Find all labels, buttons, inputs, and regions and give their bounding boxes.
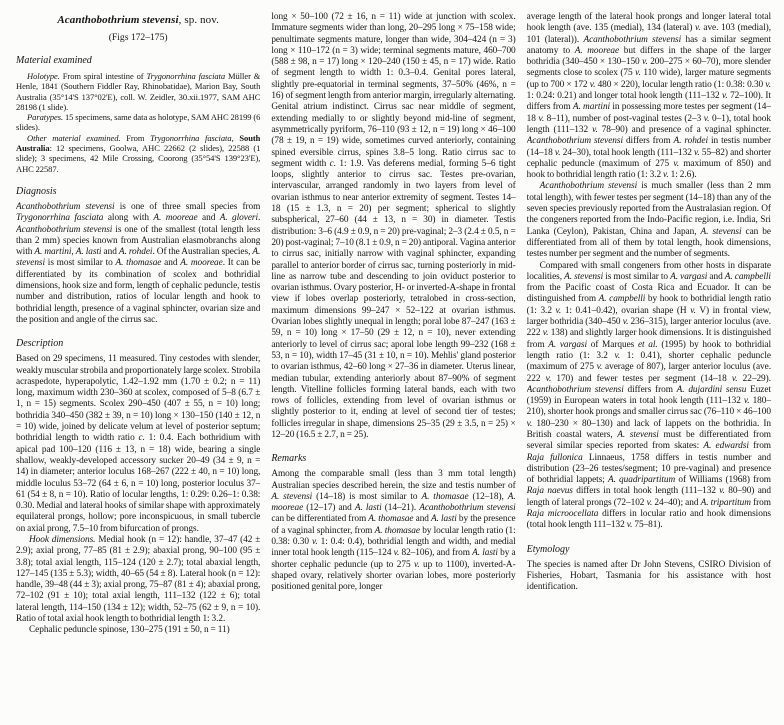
paragraph-holotype: Holotype. From spiral intestine of Trygonorrhina fasciata Müller & Henle, 1841 (Southern Fiddler Ray, Rhinobatidae), Marion Bay, South Australia (35°14'S 137°02'E), coll. W. Zeidler, 30.xii.1977, SAM AHC 28198 (1 slide). [16,71,261,112]
styled-text-run: v. [663,170,669,181]
styled-text-run: v. [542,328,549,339]
styled-text-run: A. martini [572,102,611,113]
styled-text-run: v. [703,113,710,124]
styled-text-run: v. [719,486,725,497]
styled-text-run: A. vargasi [548,339,588,350]
styled-text-run: v. [765,79,771,90]
styled-text-run: v. [554,147,561,158]
styled-text-run: A. stevensi [271,491,313,502]
styled-text-run: South Australia [16,132,261,154]
section-heading-description: Description [16,338,64,350]
styled-text-run: A. lasti [431,514,457,525]
styled-text-run: Trygonorrhina fasciata [16,213,104,224]
styled-text-run: A. quadripartitum [607,475,676,486]
styled-text-run: v. [622,317,629,328]
paragraph-description-continued: long × 50–100 (72 ± 16, n = 11) wide at junction with scolex. Immature segments wider than long, 20–295 long × 75–158 wide; penultimate segments mature, longer than wide, 304–424 (n = 3) long × 110–172 (n = 3) wide; terminal segments mature, 460–700 (588 ± 98, n = 17) long × 120–240 (150 ± 45, n = 17) wide. Ratio of segment length to width 1: 0.3–0.4. Genital pores lateral, slightly pre-equatorial in terminal segments, 37–50% (46%, n = 16) of segment length from anterior margin, irregularly alternating. Genital atrium indistinct. Cirrus sac near middle of segment, extending medially to or slightly beyond mid-line of segment, asymmetrically pyriform, 76–110 (93 ± 12, n = 19) long × 46–100 (78 ± 19, n = 19) wide, sometimes curved anteriorly, containing spined eversible cirrus, spines 3.8–5 long. Ratio cirrus sac to segment width c. 1: 1.9. Vas deferens medial, forming 5–6 tight loops, slightly anterior to cirrus sac. Testes pre-ovarian, intervascular, arranged randomly in two layers from level of ovarian isthmus to near anterior extremity of segment. Testes 14–18 (15 ± 1.3, n = 20) per segment; spherical to slightly subspherical, 27–60 (44 ± 13, n = 30) in diameter. Testis distribution: 3–6 (4.9 ± 0.9, n = 20) pre-vaginal; 2–3 (2.4 ± 0.5, n = 20) post-vaginal; 7–10 (8.1 ± 0.9, n = 20) antiporal. Vagina anterior to cirrus sac, initially narrow with vaginal sphincter, expanding parallel to anterior border of cirrus sac, turning posteriorly in mid-line as narrow tube and descending to join oviduct posterior to ovarian isthmus. Ovary posterior, H- or inverted-A-shape in frontal view if lobes overlap posteriorly, tetralobed in cross-section, maximum dimensions 99–247 × 52–122 at ovarian isthmus. Ovarian lobes slightly unequal in length; poral lobe 87–247 (163 ± 59, n = 10) long × 17–50 (29 ± 12, n = 10), never extending anteriorly to level of cirrus sac; aporal lobe length 99–232 (168 ± 53, n = 10), width 17–45 (31 ± 10, n = 10). Mehlis' gland posterior to ovarian isthmus, 42–60 long × 27–36 in diameter. Uterus linear, median tubular, extending anteriorly about 87–90% of segment length. Vitelline follicles forming lateral bands, each with two rows of follicles, extending from level of ovarian isthmus or slightly posterior to it, ending at level of second tier of testes; follicles irregular in shape, dimensions 25–35 (29 ± 3.5, n = 25) × 12–20 (16.5 ± 2.7, n = 25). [271,12,516,440]
styled-text-run: Acanthobothrium stevensi [57,14,179,26]
column-2 [271,12,515,717]
styled-text-run: v. [413,559,420,570]
styled-text-run: v. [311,537,318,548]
styled-text-run: A. tripartitum [700,497,751,508]
styled-text-run: v. [555,305,562,316]
styled-text-run: A. thomasae [368,514,414,525]
styled-text-run: Trygonorrhina fasciata [146,71,226,81]
styled-text-run: Raja microocellata [526,509,599,520]
styled-text-run: A. edwardsi [703,441,749,452]
column-3 [527,12,771,717]
styled-text-run: Hook dimensions. [29,534,96,545]
paragraph-remarks-3: Compared with small congeners from other hosts in disparate localities, A. stevensi is most similar to A. vargasi and A. campbelli from the Pacific coast of Costa Rica and Ecuador. It can be distinguished from A. campbelli by hook to bothridial length ratio (1: 3.2 v. 1: 0.41–0.42), ovarian shape (H v. V) in frontal view, larger bothridia (340–450 v. 236–315), larger anterior loculus (ave. 222 v. 138) and slightly larger hook dimensions. It is distinguished from A. vargasi of Marques et al. (1995) by hook to bothridial length ratio (1: 3.2 v. 1: 0.41), shorter cephalic peduncle (maximum of 275 v. average of 807), larger anterior loculus (ave. 222 v. 170) and fewer testes per segment (14–18 v. 22–29). Acanthobothrium stevensi differs from A. dujardini sensu Euzet (1959) in European waters in total hook length (111–132 v. 180–210), shorter hook prongs and smaller cirrus sac (76–110 × 46–100 v. 180–230 × 80–130) and lack of lappets on the bothridia. In British coastal waters, A. stevensi must be differentiated from several similar species reported from skates: A. edwardsi from Raja fullonica Linnaeus, 1758 differs in testis number and distribution (23–26 testes/segment; 10 pre-vaginal) and presence of bothridial lappets; A. quadripartitum of Williams (1968) from Raja naevus differs in total hook length (111–132 v. 80–90) and length of lateral prongs (72–102 v. 24–40); and A. tripartitum from Raja microocellata differs in locular ratio and hook dimensions (total hook length 111–132 v. 75–81). [526,260,771,531]
paragraph-remarks-1-continued: average length of the lateral hook prongs and longer lateral total hook length (ave. 135 (medial), 134 (lateral) v. ave. 103 (medial), 101 (lateral)). Acanthobothrium stevensi has a similar segment anatomy to A. mooreae but differs in the shape of the larger bothridia (340–450 × 130–150 v. 200–275 × 60–70), more slender segments close to scolex (75 v. 110 wide), larger mature segments (up to 700 × 172 v. 480 × 220), locular length ratio (1: 0.38: 0.30 v. 1: 0.24: 0.21) and longer total hook length (111–132 v. 72–100). It differs from A. martini in possessing more testes per segment (14–18 v. 8–11), number of post-vaginal testes (2–3 v. 0–1), total hook length (111–132 v. 78–90) and presence of a vaginal sphincter. Acanthobothrium stevensi differs from A. rohdei in testis number (14–18 v. 24–30), total hook length (111–132 v. 55–82) and shorter cephalic peduncle (maximum of 275 v. maximum of 850) and hook to bothridial length ratio (1: 3.2 v. 1: 2.6). [526,12,771,181]
section-heading-etymology: Etymology [526,543,570,555]
styled-text-run: A. mooreae [574,45,620,56]
styled-text-run: v. [635,68,641,79]
styled-text-run: Raja fullonica [526,452,583,463]
section-heading-diagnosis: Diagnosis [16,185,57,197]
styled-text-run: A. gloveri [219,213,259,224]
styled-text-run: A. mooreae [153,213,198,224]
styled-text-run: Trygonorrhina fasciata [150,132,232,143]
paragraph-cephalic-peduncle: Cephalic peduncle spinose, 130–275 (191 ± 50, n = 11) [29,625,230,636]
column-1 [16,12,260,717]
styled-text-run: A. thomasae [115,258,162,269]
styled-text-run: v. [743,396,750,407]
styled-text-run: v. [589,79,596,90]
styled-text-run: v. [694,147,700,158]
paragraph-other-material: Other material examined. From Trygonorrhina fasciata, South Australia: 12 specimens, Goolwa, AHC 22662 (2 slides), 22588 (1 slide); 3 specimens, 42 Mile Crossing, Coorong (35°54'S 139°23'E), AHC 22587. [16,132,261,174]
styled-text-run: v. [694,23,701,34]
styled-text-run: Acanthobothrium stevensi [16,224,113,235]
styled-text-run: Raja naevus [526,486,573,497]
styled-text-run: A. stevensi [617,429,659,440]
styled-text-run: A. vargasi [670,271,708,282]
styled-text-run: v. [722,91,728,102]
styled-text-run: A. thomasae [421,491,469,502]
styled-text-run: v. [626,520,633,531]
styled-text-run: Paratypes. [27,112,64,123]
styled-text-run: A. stevensi [564,271,604,282]
styled-text-run: A. dujardini [676,384,723,395]
styled-text-run: A. mooreae [180,258,223,269]
styled-text-run: v. [545,373,552,384]
styled-text-run: v. [673,158,679,169]
section-heading-remarks: Remarks [271,453,307,465]
styled-text-run: c. [329,158,337,169]
section-heading-material-examined: Material examined [16,55,92,66]
styled-text-run: A. campbelli [598,294,646,305]
paragraph-etymology: The species is named after Dr John Stevens, CSIRO Division of Fisheries, Hobart, Tasmania for his assistance with host identification. [526,559,771,593]
styled-text-run: v. [538,113,545,124]
styled-text-run: A. lasti [472,548,498,559]
styled-text-run: A. rohdei [673,136,709,147]
styled-text-run: Acanthobothrium stevensi [16,201,115,212]
styled-text-run: c. [138,433,145,444]
styled-text-run: v. [642,57,648,68]
styled-text-run: A. mooreae [271,491,516,514]
styled-text-run: A. stevensi [16,247,261,269]
styled-text-run: v. [526,418,533,429]
styled-text-run: A. martini [34,247,72,258]
styled-text-run: Other material examined. [27,132,121,143]
styled-text-run: A. thomasae [374,525,420,536]
styled-text-run: v. [596,362,603,373]
styled-text-run: Holotype. [27,71,60,81]
styled-text-run: v. [690,305,696,316]
article-title: Acanthobothrium stevensi, sp. nov. [57,14,219,26]
styled-text-run: v. [614,350,621,361]
styled-text-run: A. stevensi [700,226,742,237]
styled-text-run: A. lasti [354,503,382,514]
styled-text-run: Acanthobothrium stevensi [526,384,624,395]
styled-text-run: A. campbelli [724,271,771,282]
styled-text-run: v. [646,497,653,508]
styled-text-run: A. lasti [75,247,102,258]
styled-text-run: sensu [725,384,747,395]
paragraph-remarks-1: Among the comparable small (less than 3 mm total length) Australian species described herein, the size and testis number of A. stevensi (14–18) is most similar to A. thomasae (12–18), A. mooreae (12–17) and A. lasti (14–21). Acanthobothrium stevensi can be differentiated from A. thomasae and A. lasti by the presence of a vaginal sphincter, from A. thomasae by locular length ratio (1: 0.38: 0.30 v. 1: 0.4: 0.4), bothridial length and width, and medial inner total hook length (115–124 v. 82–106), and from A. lasti by a shorter cephalic peduncle (up to 275 v. up to 1100), inverted-A-shaped ovary, relatively shorter ovarian lobes, more posteriorly positioned genital pore, longer [271,469,516,593]
paragraph-diagnosis: Acanthobothrium stevensi is one of three small species from Trygonorrhina fasciata along with A. mooreae and A. gloveri. Acanthobothrium stevensi is one of the smallest (total length less than 2 mm) species known from Australian elasmobranchs along with A. martini, A. lasti and A. rohdei. Of the Australian species, A. stevensi is most similar to A. thomasae and A. mooreae. It can be differentiated by its combination of scolex and bothridial dimensions, hook size and form, length of cephalic peduncle, testis number and distribution, ratios of locular length and hook to bothridial length, presence of a vaginal sphincter, ovarian size and the position and angle of the cirrus sac. [16,201,261,325]
paragraph-description: Based on 29 specimens, 11 measured. Tiny cestodes with slender, weakly muscular strobila and proportionately large scolex. Strobila acraspedote, hyperapolytic, 1.42–1.92 mm (1.70 ± 0.2; n = 11) long, maximum width 230–360 at scolex, composed of 5–8 (6.7 ± 1, n = 15) segments. Scolex 290–450 (407 ± 55, n = 10) long; bothridia 340–450 (382 ± 39, n = 10) long × 130–150 (140 ± 12, n = 10) wide, joined by delicate velum at level of posterior septum; bothridial length to width ratio c. 1: 0.4. Each bothridium with apical pad 100–120 (116 ± 13, n = 18) wide, bearing a single shallow, weakly-developed accessory sucker 20–49 (34 ± 9, n = 14) in diameter; anterior loculus 168–267 (222 ± 40, n = 10) long, middle loculus 53–72 (64 ± 6, n = 10) long, posterior loculus 37–61 (54 ± 8, n = 10). Ratio of locular lengths, 1: 0.29: 0.26–1: 0.38: 0.30. Medial and lateral hooks of similar shape with approximately equilateral prongs, hollow; pore inconspicuous, in small tubercle on axial prong, 7.5–10 from bifurcation of prongs. [16,354,261,534]
paragraph-remarks-2: Acanthobothrium stevensi is much smaller (less than 2 mm total length), with fewer testes per segment (14–18) than any of the seven species previously reported from the Australasian region. Of the congeners reported from the Indo-Pacific region, i.e. India, Sri Lanka (Ceylon), Pakistan, China and Japan, A. stevensi can be differentiated from all of them by total length, hook dimensions, testes number per segment and the number of segments. [526,181,771,260]
styled-text-run: v. [393,548,400,559]
figure-reference: (Figs 172–175) [108,32,168,43]
styled-text-run: Acanthobothrium stevensi [539,181,638,192]
styled-text-run: v. [731,373,738,384]
styled-text-run: Acanthobothrium stevensi [583,34,682,45]
styled-text-run: et al. [637,339,658,350]
paragraph-paratypes: Paratypes. 15 specimens, same data as holotype, SAM AHC 28199 (6 slides). [16,112,261,133]
styled-text-run: v. [592,124,598,135]
styled-text-run: Acanthobothrium stevensi [526,136,623,147]
styled-text-run: A. rohdei [118,247,153,258]
styled-text-run: Acanthobothrium stevensi [419,503,516,514]
paragraph-hook-dimensions: Hook dimensions. Medial hook (n = 12): handle, 37–47 (42 ± 2.9); axial prong, 77–85 (81 ± 2.9); abaxial prong, 90–100 (95 ± 3.8); total axial length, 115–124 (120 ± 2.7); total abaxial length, 127–145 (135 ± 5.3); width, 40–65 (54 ± 8). Lateral hook (n = 12): handle, 39–48 (44 ± 3); axial prong, 75–87 (81 ± 4); abaxial prong, 72–102 (91 ± 10); total axial length, 111–132 (122 ± 6); total lateral length, 114–150 (134 ± 12); width, 52–75 (62 ± 9, n = 10). Ratio of total axial hook length to bothridial length 1: 3.2. [16,534,261,625]
